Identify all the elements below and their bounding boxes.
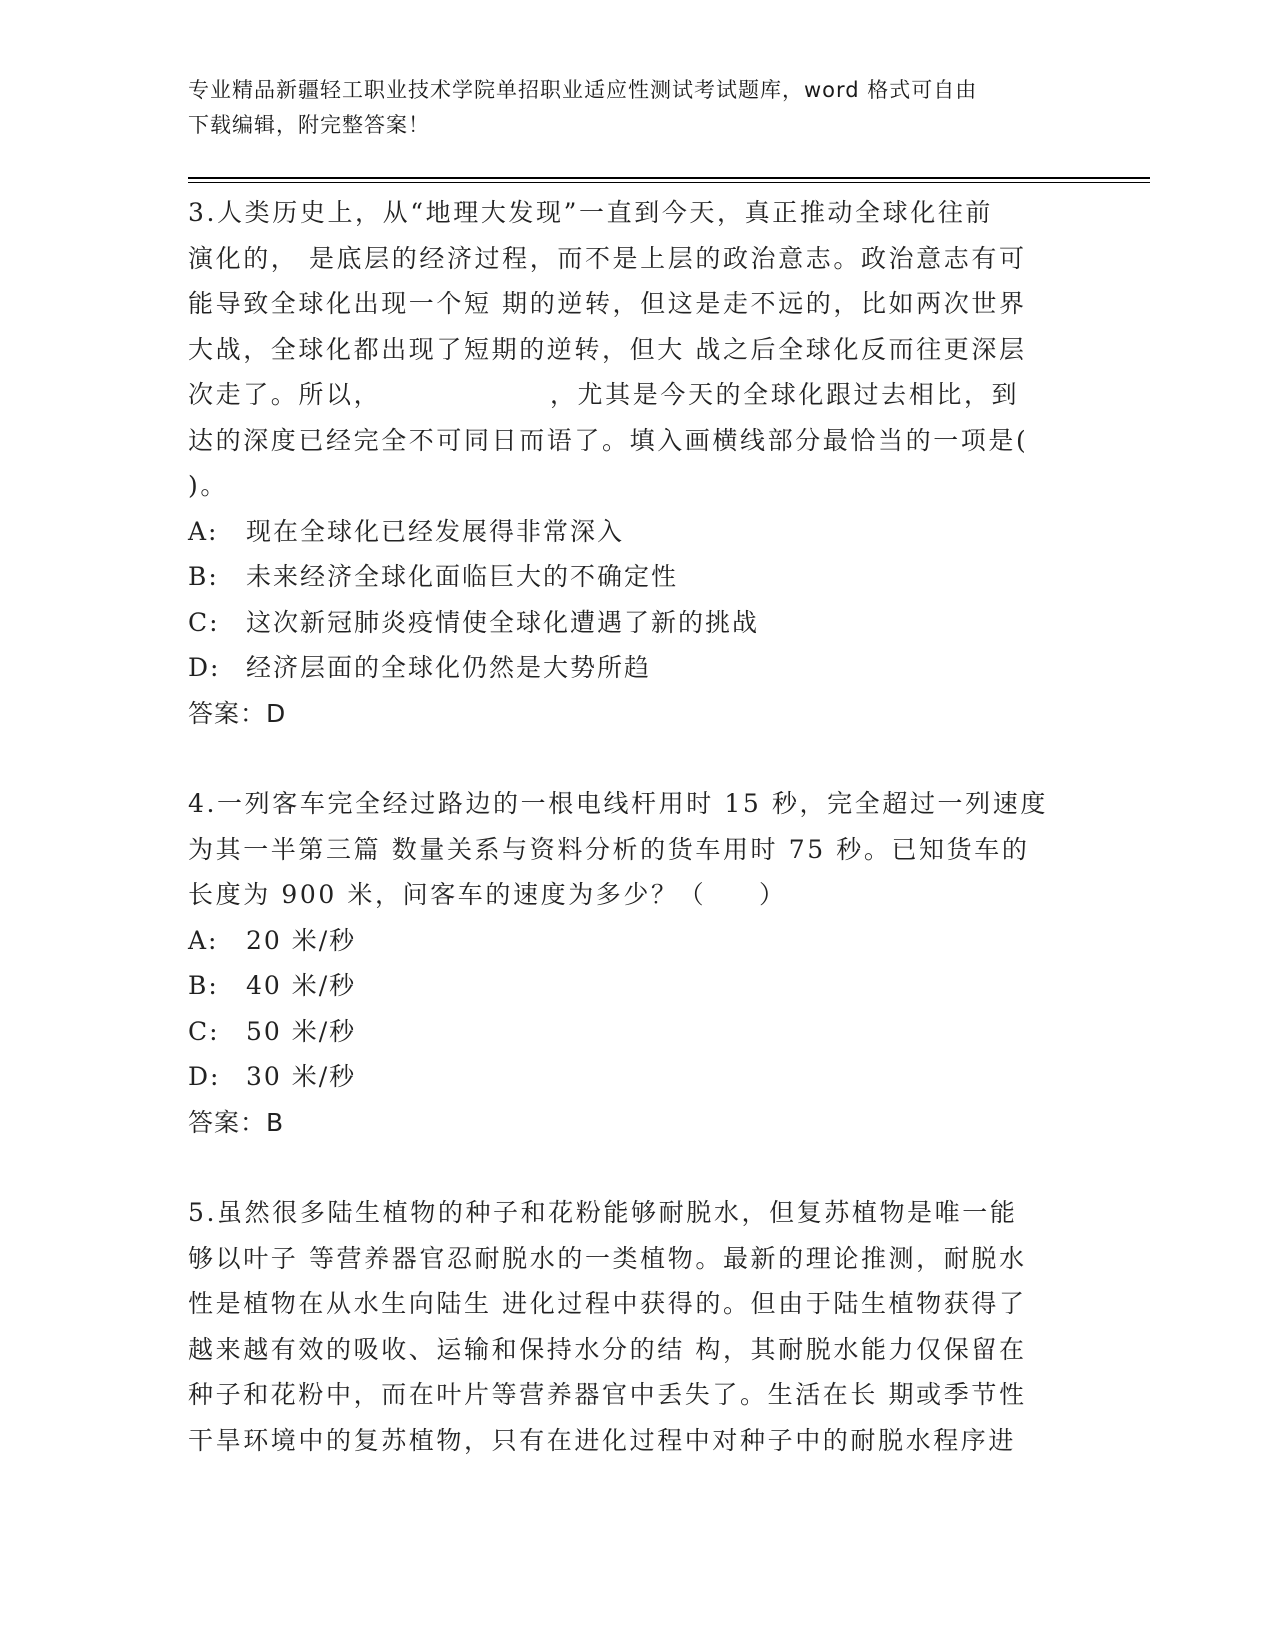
document-header — [188, 73, 1068, 143]
question-4 — [188, 781, 1068, 1145]
option-b — [188, 554, 1068, 600]
option-c — [188, 600, 1068, 646]
option-text: 50 米/秒 — [246, 1016, 357, 1046]
option-text: 这次新冠肺炎疫情使全球化遭遇了新的挑战 — [246, 607, 760, 637]
question-text-line: 够以叶子 等营养器官忍耐脱水的一类植物。最新的理论推测，耐脱水 — [188, 1243, 1027, 1273]
question-text-line: 干旱环境中的复苏植物，只有在进化过程中对种子中的耐脱水程序进 — [188, 1425, 1017, 1455]
document-body — [188, 190, 1068, 1463]
option-text: 40 米/秒 — [246, 971, 357, 1000]
question-text-line: 5.虽然很多陆生植物的种子和花粉能够耐脱水，但复苏植物是唯一能 — [188, 1198, 1018, 1227]
option-text: 未来经济全球化面临巨大的不确定性 — [246, 562, 679, 591]
header-divider-thin — [188, 182, 1150, 183]
option-a — [188, 509, 1068, 555]
option-text: 现在全球化已经发展得非常深入 — [246, 516, 625, 546]
question-text-line: 大战，全球化都出现了短期的逆转，但大 战之后全球化反而往更深层 — [188, 334, 1027, 364]
question-text-line: 次走了。所以， ，尤其是今天的全球化跟过去相比，到 — [188, 380, 1020, 409]
header-line-1: 专业精品新疆轻工职业技术学院单招职业适应性测试考试题库，word 格式可自由 — [188, 78, 978, 102]
option-label: A: — [188, 516, 219, 546]
option-label: B: — [188, 971, 219, 1000]
option-a — [188, 918, 1068, 964]
answer-value: D — [266, 698, 287, 728]
option-d — [188, 1054, 1068, 1100]
option-label: D: — [188, 1062, 221, 1091]
option-c — [188, 1009, 1068, 1055]
option-label: C: — [188, 607, 220, 637]
header-line-2: 下载编辑，附完整答案！ — [188, 113, 430, 137]
question-text-line: 能导致全球化出现一个短 期的逆转，但这是走不远的，比如两次世界 — [188, 289, 1027, 318]
question-text-line: 性是植物在从水生向陆生 进化过程中获得的。但由于陆生植物获得了 — [188, 1289, 1027, 1318]
option-label: D: — [188, 653, 221, 682]
question-3 — [188, 190, 1068, 736]
option-b — [188, 963, 1068, 1009]
answer-line — [188, 1100, 1068, 1146]
question-text-line: 种子和花粉中，而在叶片等营养器官中丢失了。生活在长 期或季节性 — [188, 1380, 1027, 1409]
question-text-line: )。 — [188, 471, 228, 500]
answer-label: 答案： — [188, 698, 267, 728]
header-divider-thick — [188, 177, 1150, 179]
option-label: A: — [188, 925, 219, 955]
answer-label: 答案： — [188, 1107, 267, 1137]
option-text: 经济层面的全球化仍然是大势所趋 — [246, 653, 652, 682]
option-label: C: — [188, 1016, 220, 1046]
question-text-line: 达的深度已经完全不可同日而语了。填入画横线部分最恰当的一项是( — [188, 425, 1029, 455]
question-text-line: 3.人类历史上，从“地理大发现”一直到今天，真正推动全球化往前 — [188, 198, 994, 227]
answer-line — [188, 691, 1068, 737]
question-text-line: 演化的， 是底层的经济过程，而不是上层的政治意志。政治意志有可 — [188, 243, 1027, 273]
option-label: B: — [188, 562, 219, 591]
question-text-line: 4.一列客车完全经过路边的一根电线杆用时 15 秒，完全超过一列速度 — [188, 789, 1048, 818]
option-text: 20 米/秒 — [246, 925, 357, 955]
answer-value: B — [266, 1107, 285, 1137]
option-d — [188, 645, 1068, 691]
question-text-line: 长度为 900 米，问客车的速度为多少？（ ） — [188, 880, 787, 909]
question-text-line: 为其一半第三篇 数量关系与资料分析的货车用时 75 秒。已知货车的 — [188, 834, 1030, 864]
option-text: 30 米/秒 — [246, 1062, 357, 1091]
question-5 — [188, 1190, 1068, 1463]
question-text-line: 越来越有效的吸收、运输和保持水分的结 构，其耐脱水能力仅保留在 — [188, 1334, 1027, 1364]
